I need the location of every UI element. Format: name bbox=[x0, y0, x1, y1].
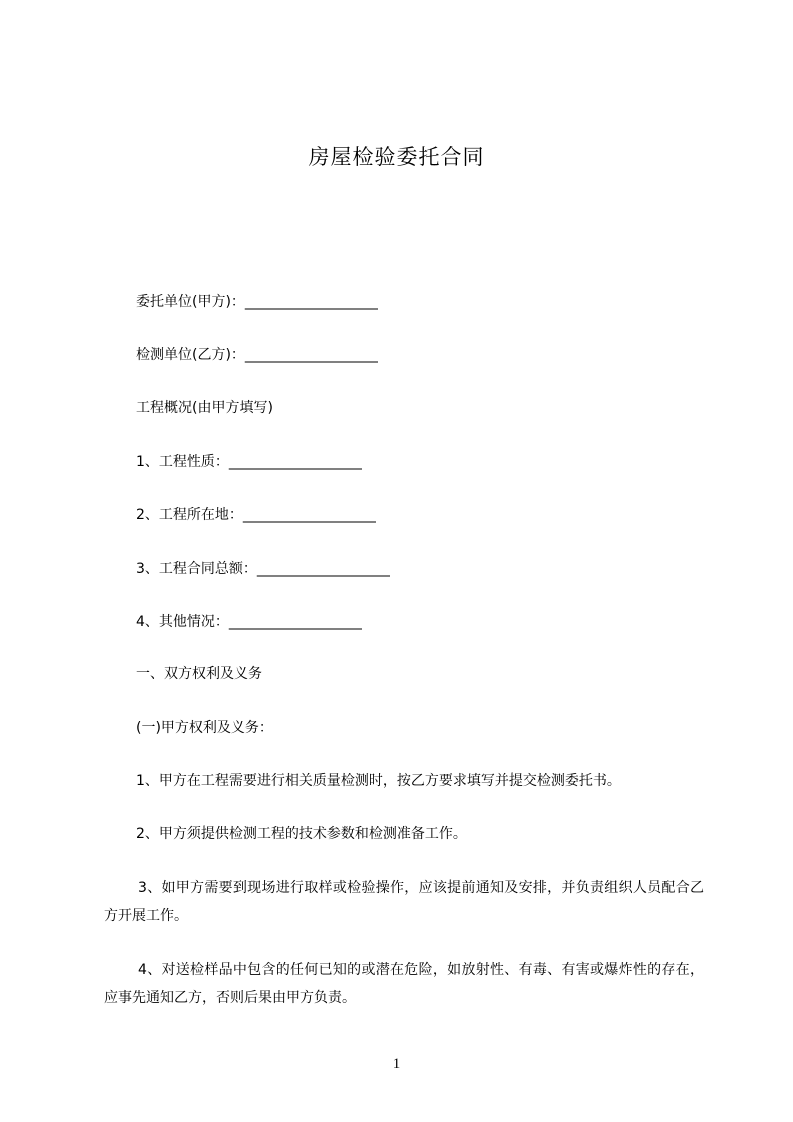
clause-1: 1、甲方在工程需要进行相关质量检测时，按乙方要求填写并提交检测委托书。 bbox=[136, 773, 621, 789]
document-title: 房屋检验委托合同 bbox=[308, 145, 485, 169]
project-nature-field: 1、工程性质：___________________ bbox=[136, 454, 362, 470]
subsection-heading: (一)甲方权利及义务： bbox=[136, 720, 273, 736]
clause-3: 3、如甲方需要到现场进行取样或检验操作，应该提前通知及安排，并负责组织人员配合乙方开展工作。 bbox=[104, 880, 704, 924]
testing-party-field: 检测单位(乙方)：___________________ bbox=[136, 347, 378, 363]
clause-2: 2、甲方须提供检测工程的技术参数和检测准备工作。 bbox=[136, 826, 467, 842]
project-location-field: 2、工程所在地：___________________ bbox=[136, 507, 376, 523]
other-info-field: 4、其他情况：___________________ bbox=[136, 614, 362, 630]
page-number: 1 bbox=[392, 1056, 401, 1072]
section-heading: 一、双方权利及义务 bbox=[136, 666, 262, 682]
project-overview-heading: 工程概况(由甲方填写) bbox=[136, 400, 273, 416]
client-party-field: 委托单位(甲方)：___________________ bbox=[136, 294, 378, 310]
clause-4: 4、对送检样品中包含的任何已知的或潜在危险，如放射性、有毒、有害或爆炸性的存在，应事先通知乙方，否则后果由甲方负责。 bbox=[104, 962, 704, 1006]
contract-amount-field: 3、工程合同总额：___________________ bbox=[136, 561, 390, 577]
